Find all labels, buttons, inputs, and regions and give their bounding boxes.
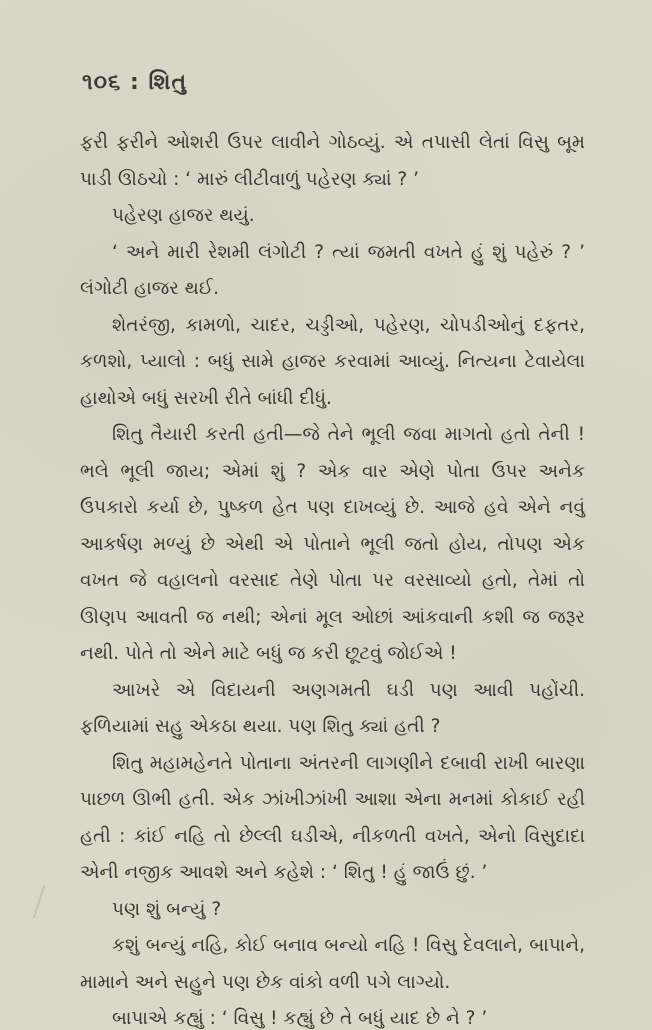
- paragraph: આખરે એ વિદાયની અણગમતી ઘડી પણ આવી પહોંચી. ફળિયામાં સહુ એકઠા થયા. પણ શિતુ ક્યાં હતી ?: [80, 679, 585, 737]
- header-separator: :: [130, 70, 140, 95]
- page-number: ૧૦૬: [82, 70, 122, 95]
- paragraph: પણ શું બન્યું ?: [112, 898, 222, 920]
- paragraph: પહેરણ હાજર થયું.: [112, 205, 255, 226]
- paragraph: ફરી ફરીને ઓશરી ઉપર લાવીને ગોઠવ્યું. એ તપાસી લેતાં વિસુ બૂમ પાડી ઊઠચો : ‘ મારું લીટીવાળું પહેરણ ક્યાં ? ’: [80, 132, 585, 190]
- page-header: [82, 70, 187, 95]
- paragraph: શિતુ મહામહેનતે પોતાના અંતરની લાગણીને દબાવી રાખી બારણા પાછળ ઊભી હતી. એક ઝાંખીઝાંખી આશા એના મનમાં કોકાઈ રહી હતી : કાંઈ નહિ તો છેલ્લી ઘડીએ, નીકળતી વખતે, એનો વિસુદાદા એની નજીક આવશે અને કહેશે : ‘ શિતુ ! હું જાઉં છું. ’: [80, 752, 585, 883]
- chapter-title: શિતુ: [148, 70, 188, 95]
- paragraph: કશું બન્યું નહિ, કોઈ બનાવ બન્યો નહિ ! વિસુ દેવલાને, બાપાને, મામાને અને સહુને પણ છેક વાંકો વળી પગે લાગ્યો.: [80, 935, 585, 993]
- paragraph: શેતરંજી, કામળો, ચાદર, ચડ્ડીઓ, પહેરણ, ચોપડીઓનું દફતર, કળશો, પ્યાલો : બધું સામે હાજર કરવામાં આવ્યું. નિત્યના ટેવાયેલા હાથોએ બધું સરખી રીતે બાંધી દીધું.: [80, 314, 585, 409]
- page-body: [80, 125, 585, 1030]
- paper-scratch-mark: [33, 886, 45, 919]
- paragraph: બાપાએ કહ્યું : ‘ વિસુ ! કહ્યું છે તે બધું યાદ છે ને ? ’: [112, 1008, 488, 1029]
- paragraph: ‘ અને મારી રેશમી લંગોટી ? ત્યાં જમતી વખતે હું શું પહેરું ? ’ લંગોટી હાજર થઈ.: [80, 241, 585, 299]
- paragraph: શિતુ તૈયારી કરતી હતી—જે તેને ભૂલી જવા માગતો હતો તેની ! ભલે ભૂલી જાય; એમાં શું ? એક વાર એણે પોતા ઉપર અનેક ઉપકારો કર્યા છે, પુષ્કળ હેત પણ દાખવ્યું છે. આજે હવે એને નવું આકર્ષણ મળ્યું છે એથી એ પોતાને ભૂલી જતો હોય, તોપણ એક વખત જે વહાલનો વરસાદ તેણે પોતા પર વરસાવ્યો હતો, તેમાં તો ઊણપ આવતી જ નથી; એનાં મૂલ ઓછાં આંકવાની કશી જ જરૂર નથી. પોતે તો એને માટે બધું જ કરી છૂટવું જોઈએ !: [80, 424, 585, 664]
